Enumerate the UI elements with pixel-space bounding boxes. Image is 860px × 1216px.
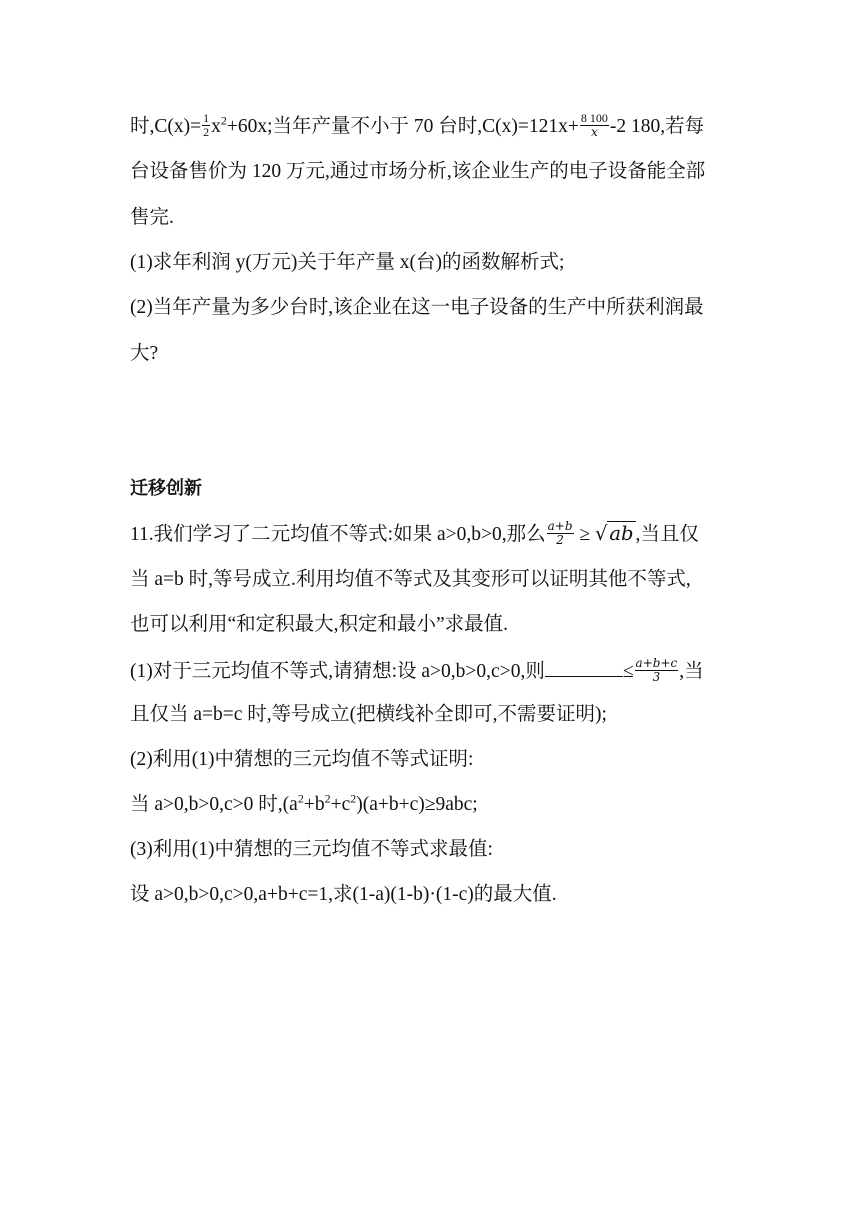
text: )(a+b+c)≥9abc; <box>356 794 478 815</box>
text: x <box>211 115 221 137</box>
fraction-numerator: a+b <box>547 519 573 534</box>
superscript: 2 <box>324 791 331 806</box>
sqrt-ab <box>595 521 636 545</box>
p11-line-3: 也可以利用“和定积最大,积定和最小”求最值. <box>130 614 509 635</box>
fill-in-blank[interactable] <box>545 658 623 677</box>
p10-line-3: 售完. <box>130 207 174 228</box>
p11-question-2: (2)利用(1)中猜想的三元均值不等式证明: <box>130 749 474 770</box>
p11-question-1 <box>130 658 704 686</box>
fraction-a-plus-b-over-2 <box>547 520 574 547</box>
text: +60x;当年产量不小于 70 台时,C(x)=121x+ <box>226 115 579 137</box>
fraction-numerator: 8 100 <box>580 111 608 125</box>
p10-line-2: 台设备售价为 120 万元,通过市场分析,该企业生产的电子设备能全部 <box>130 161 706 182</box>
p10-line-1 <box>130 111 705 141</box>
superscript: 2 <box>297 791 304 806</box>
p10-question-2-cont: 大? <box>130 343 159 364</box>
fraction-denominator: 2 <box>556 533 564 548</box>
text: ,当且仅 <box>635 524 699 545</box>
fraction-8100-over-x <box>580 112 609 139</box>
le-symbol: ≤ <box>622 661 634 682</box>
fraction-numerator: 1 <box>203 111 210 125</box>
radical-sign: √ <box>594 522 608 545</box>
fraction-denominator: 3 <box>652 670 661 685</box>
p11-line-1 <box>130 519 699 549</box>
superscript: 2 <box>350 791 357 806</box>
superscript: 2 <box>220 113 227 128</box>
fraction-one-half <box>202 112 210 139</box>
text: ,当 <box>679 661 704 682</box>
p10-question-2: (2)当年产量为多少台时,该企业在这一电子设备的生产中所获利润最 <box>130 297 704 318</box>
text: 时,C(x)= <box>130 115 202 137</box>
p11-question-2-statement <box>130 793 478 817</box>
text: 当 a>0,b>0,c>0 时,(a <box>130 794 298 815</box>
fraction-denominator: x <box>591 125 598 139</box>
fraction-numerator: a+b+c <box>635 656 678 671</box>
ge-symbol: ≥ <box>574 524 595 545</box>
p11-line-2: 当 a=b 时,等号成立.利用均值不等式及其变形可以证明其他不等式, <box>130 569 691 590</box>
p11-question-3: (3)利用(1)中猜想的三元均值不等式求最值: <box>130 839 493 860</box>
section-heading: 迁移创新 <box>130 478 202 499</box>
fraction-a-plus-b-plus-c-over-3 <box>635 657 679 684</box>
text: (1)对于三元均值不等式,请猜想:设 a>0,b>0,c>0,则 <box>130 661 545 682</box>
p11-question-1-cont: 且仅当 a=b=c 时,等号成立(把横线补全即可,不需要证明); <box>130 704 607 725</box>
radicand: ab <box>609 522 634 545</box>
text: +b <box>303 794 325 815</box>
fraction-denominator: 2 <box>203 125 210 139</box>
text: -2 180,若每 <box>609 115 705 137</box>
text: 11.我们学习了二元均值不等式:如果 a>0,b>0,那么 <box>130 524 546 545</box>
p10-question-1: (1)求年利润 y(万元)关于年产量 x(台)的函数解析式; <box>130 252 565 273</box>
text: +c <box>330 794 351 815</box>
p11-question-3-statement: 设 a>0,b>0,c>0,a+b+c=1,求(1-a)(1-b)·(1-c)的最大值. <box>130 884 557 905</box>
